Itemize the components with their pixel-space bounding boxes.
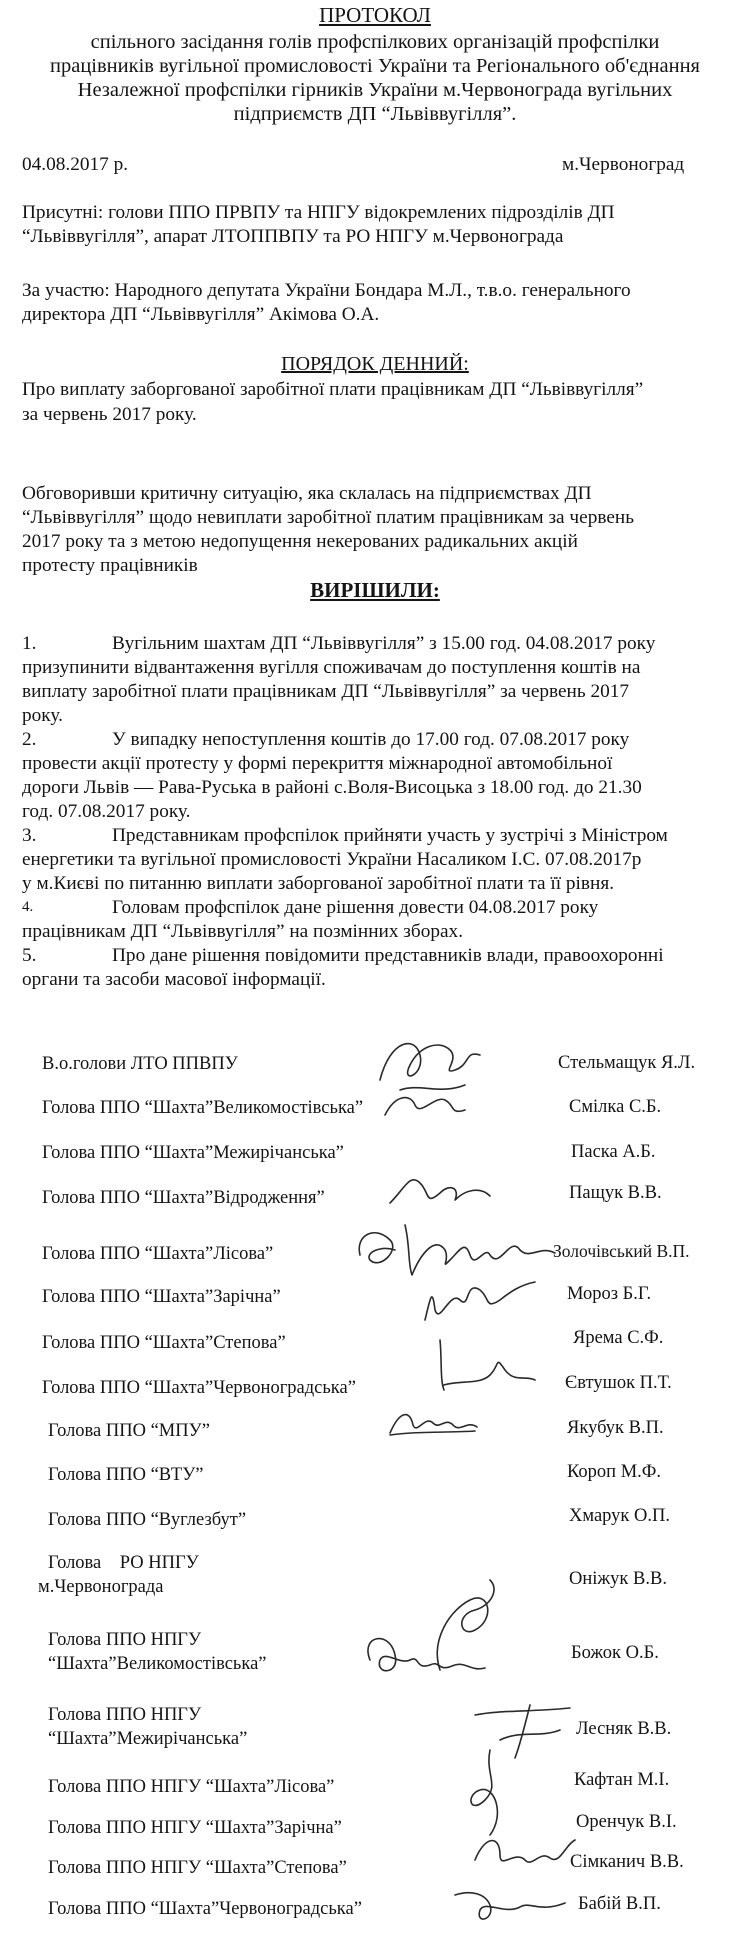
signatory-position: Голова ППО НПГУ “Шахта”Лісова” xyxy=(48,1777,335,1797)
handwritten-signature xyxy=(380,1085,470,1125)
document-place: м.Червоноград xyxy=(562,154,685,175)
document-date: 04.08.2017 р. xyxy=(22,154,129,175)
item-line: провести акції протесту у формі перекриття міжнародної автомобільної xyxy=(22,753,613,774)
item-line: працівникам ДП “Львіввугілля” на позмінних зборах. xyxy=(22,921,464,942)
item-line: дороги Львів — Рава-Руська в районі с.Воля-Висоцька з 18.00 год. до 21.30 xyxy=(22,777,642,798)
handwritten-signature xyxy=(450,1885,570,1930)
signatory-position: Голова ППО НПГУ “Шахта”Зарічна” xyxy=(48,1818,342,1838)
signatory-name: Оренчук В.І. xyxy=(576,1812,677,1832)
subtitle-line: Незалежної профспілки гірників України м.Червонограда вугільних xyxy=(77,79,673,101)
discussion-line: “Львіввугілля” щодо невиплати заробітної платим працівникам за червень xyxy=(22,507,634,528)
signatory-name: Божок О.Б. xyxy=(571,1643,659,1663)
signatory-position: Голова ППО “Шахта”Великомостівська” xyxy=(42,1098,364,1118)
signatory-position: Голова РО НПГУ xyxy=(48,1553,199,1573)
signatory-name: Кафтан М.І. xyxy=(574,1770,670,1790)
agenda-line: за червень 2017 року. xyxy=(22,404,197,425)
signatory-position: “Шахта”Межирічанська” xyxy=(48,1729,248,1749)
signatory-name: Бабій В.П. xyxy=(578,1894,661,1914)
item-number: 2. xyxy=(22,729,37,750)
item-line: призупинити відвантаження вугілля споживачам до поступлення коштів на xyxy=(22,657,641,678)
signatory-name: Смілка С.Б. xyxy=(569,1097,662,1117)
present-line: Присутні: голови ППО ПРВПУ та НПГУ відокремлених підрозділів ДП xyxy=(22,202,615,223)
signatory-position: Голова ППО “Шахта”Лісова” xyxy=(42,1244,274,1264)
document-title: ПРОТОКОЛ xyxy=(319,3,431,27)
subtitle-line: працівників вугільної промисловості України та Регіонального об'єднання xyxy=(50,55,700,77)
signatory-position: Голова ППО НПГУ “Шахта”Степова” xyxy=(48,1858,347,1878)
discussion-line: протесту працівників xyxy=(22,555,198,576)
signatory-position: Голова ППО НПГУ xyxy=(48,1630,202,1650)
handwritten-signature xyxy=(385,1405,480,1440)
item-line: Представникам профспілок прийняти участь у зустрічі з Міністром xyxy=(112,825,668,846)
item-number: 1. xyxy=(22,633,37,654)
signatory-position: Голова ППО “Шахта”Червоноградська” xyxy=(42,1378,356,1398)
participation-line: директора ДП “Львіввугілля” Акімова О.А. xyxy=(22,304,380,325)
signatory-name: Пащук В.В. xyxy=(569,1183,662,1203)
signatory-position: м.Червонограда xyxy=(38,1577,164,1597)
item-number: 3. xyxy=(22,825,37,846)
handwritten-signature xyxy=(420,1270,540,1330)
signatory-position: “Шахта”Великомостівська” xyxy=(48,1654,267,1674)
signatory-name: Оніжук В.В. xyxy=(569,1569,667,1589)
handwritten-signature xyxy=(430,1335,540,1395)
agenda-line: Про виплату заборгованої заробітної плати працівникам ДП “Львіввугілля” xyxy=(22,379,644,400)
signatory-position: Голова ППО “Шахта”Червоноградська” xyxy=(48,1899,362,1919)
present-line: “Львіввугілля”, апарат ЛТОППВПУ та РО НПГУ м.Червонограда xyxy=(22,226,564,247)
item-number: 4. xyxy=(22,899,34,915)
signatory-position: Голова ППО “Шахта”Степова” xyxy=(42,1333,286,1353)
item-line: виплату заробітної плати працівникам ДП “Львіввугілля” за червень 2017 xyxy=(22,681,630,702)
signatory-name: Паска А.Б. xyxy=(571,1142,656,1162)
signatory-position: Голова ППО “Шахта”Відродження” xyxy=(42,1188,325,1208)
item-line: год. 07.08.2017 року. xyxy=(22,801,191,822)
signatory-name: Золочівський В.П. xyxy=(553,1241,690,1261)
signatory-name: Лесняк В.В. xyxy=(576,1719,672,1739)
signatory-position: В.о.голови ЛТО ППВПУ xyxy=(42,1054,238,1074)
item-line: Про дане рішення повідомити представників влади, правоохоронні xyxy=(112,945,664,966)
item-line: органи та засоби масової інформації. xyxy=(22,969,326,990)
signatory-position: Голова ППО “Шахта”Зарічна” xyxy=(42,1287,281,1307)
item-line: у м.Києві по питанню виплати заборгованої заробітної плати та її рівня. xyxy=(22,873,615,894)
signatory-name: Ярема С.Ф. xyxy=(573,1328,664,1348)
decided-title: ВИРІШИЛИ: xyxy=(310,578,440,602)
item-line: енергетики та вугільної промисловості України Насаликом І.С. 07.08.2017р xyxy=(22,849,642,870)
participation-line: За участю: Народного депутата України Бондара М.Л., т.в.о. генерального xyxy=(22,280,631,301)
signatory-name: Хмарук О.П. xyxy=(569,1506,670,1526)
signatory-name: Мороз Б.Г. xyxy=(567,1284,652,1304)
signatory-position: Голова ППО НПГУ xyxy=(48,1705,202,1725)
signatory-position: Голова ППО “ВТУ” xyxy=(48,1465,204,1485)
item-line: Вугільним шахтам ДП “Львіввугілля” з 15.00 год. 04.08.2017 року xyxy=(112,633,656,654)
handwritten-signature xyxy=(360,1630,490,1685)
signatory-name: Євтушок П.Т. xyxy=(565,1373,672,1393)
signatory-name: Якубук В.П. xyxy=(567,1418,664,1438)
signatory-position: Голова ППО “Шахта”Межирічанська” xyxy=(42,1143,344,1163)
item-line: У випадку непоступлення коштів до 17.00 год. 07.08.2017 року xyxy=(112,729,630,750)
discussion-line: 2017 року та з метою недопущення некерованих радикальних акцій xyxy=(22,531,578,552)
item-line: року. xyxy=(22,705,63,726)
signatory-name: Сімканич В.В. xyxy=(570,1852,684,1872)
subtitle-line: спільного засідання голів профспілкових організацій профспілки xyxy=(90,31,660,53)
signatory-position: Голова ППО “МПУ” xyxy=(48,1421,210,1441)
signatory-position: Голова ППО “Вуглезбут” xyxy=(48,1510,247,1530)
item-line: Головам профспілок дане рішення довести 04.08.2017 року xyxy=(112,897,599,918)
item-number: 5. xyxy=(22,945,37,966)
signatory-name: Стельмащук Я.Л. xyxy=(558,1053,696,1073)
handwritten-signature xyxy=(470,1830,580,1880)
handwritten-signature xyxy=(385,1168,495,1213)
agenda-title: ПОРЯДОК ДЕННИЙ: xyxy=(281,353,469,375)
discussion-line: Обговоривши критичну ситуацію, яка склалась на підприємствах ДП xyxy=(22,483,592,504)
signatory-name: Короп М.Ф. xyxy=(567,1462,662,1482)
subtitle-line: підприємств ДП “Львіввугілля”. xyxy=(233,103,517,125)
